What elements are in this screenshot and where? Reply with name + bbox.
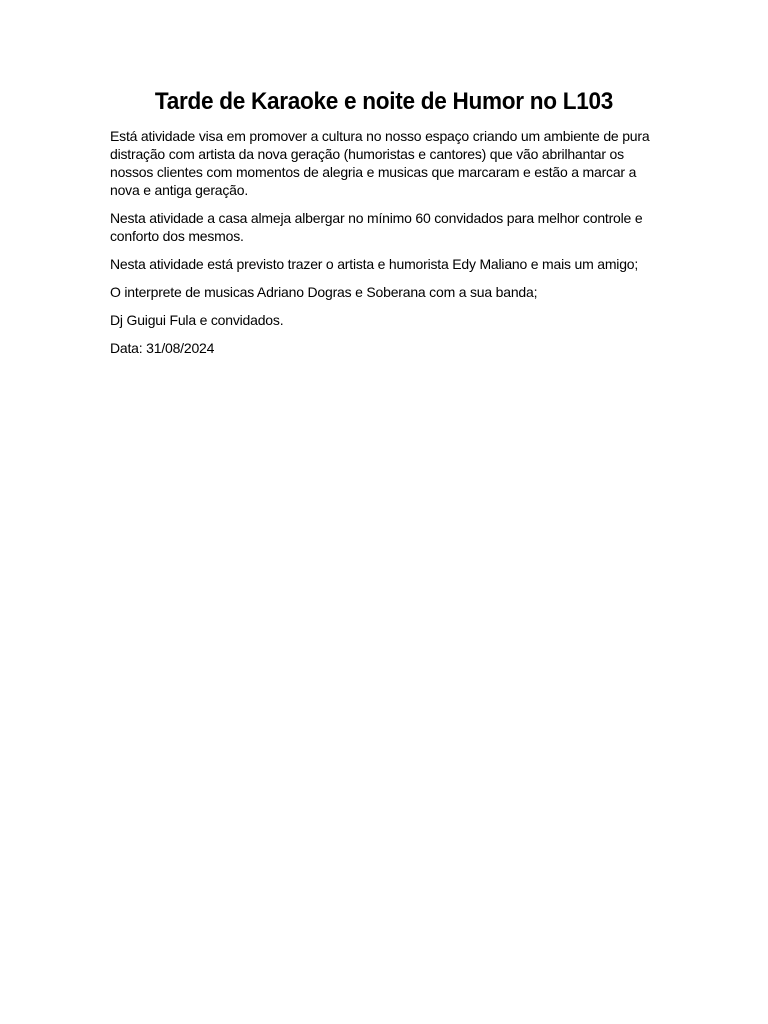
paragraph-artist: Nesta atividade está previsto trazer o artista e humorista Edy Maliano e mais um amigo;	[110, 256, 639, 272]
paragraph-guests: Nesta atividade a casa almeja albergar no mínimo 60 convidados para melhor controle e conforto dos mesmos.	[110, 210, 643, 244]
paragraph-dj: Dj Guigui Fula e convidados.	[110, 312, 284, 328]
document-title: Tarde de Karaoke e noite de Humor no L103	[154, 88, 614, 115]
document-body	[110, 127, 670, 367]
paragraph-description: Está atividade visa em promover a cultura no nosso espaço criando um ambiente de pura distração com artista da nova geração (humoristas e cantores) que vão abrilhantar os nossos clientes com momentos de alegria e musicas que marcaram e estão a marcar a nova e antiga geração.	[110, 128, 650, 198]
paragraph-date: Data: 31/08/2024	[110, 340, 215, 356]
paragraph-musician: O interprete de musicas Adriano Dogras e Soberana com a sua banda;	[110, 284, 538, 300]
